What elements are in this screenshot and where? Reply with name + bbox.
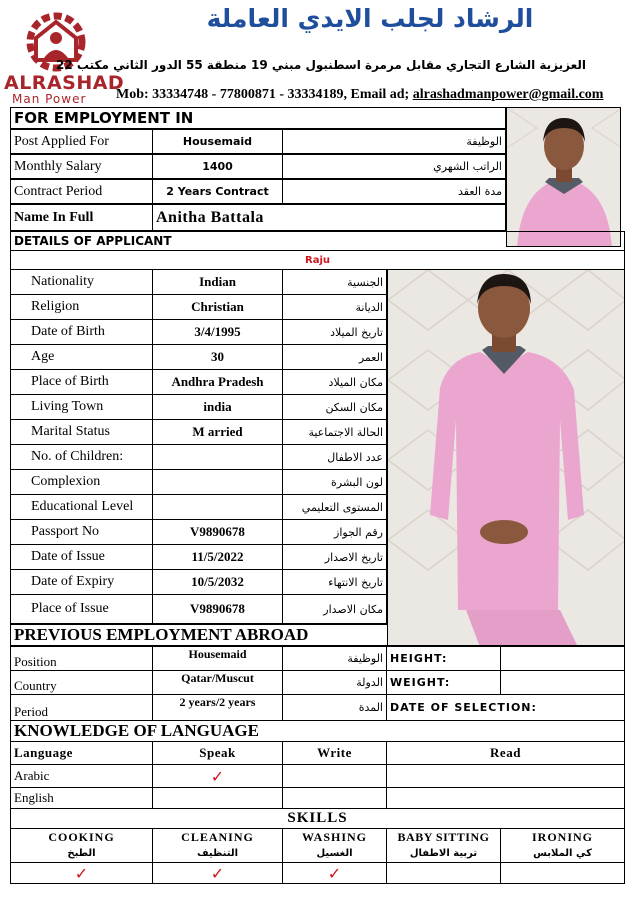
detail-label: Living Town	[10, 394, 153, 420]
employment-label: Monthly Salary	[10, 154, 153, 179]
previous-value: Housemaid	[152, 646, 283, 671]
logo-name: ALRASHAD	[4, 72, 125, 94]
detail-label-ar: تاريخ الانتهاء	[282, 569, 387, 595]
detail-label-ar: تاريخ الميلاد	[282, 319, 387, 345]
detail-value: 3/4/1995	[152, 319, 283, 345]
detail-value: 30	[152, 344, 283, 370]
detail-label: Educational Level	[10, 494, 153, 520]
language-col-header: Read	[386, 741, 625, 765]
detail-value: V9890678	[152, 519, 283, 545]
employment-label: Contract Period	[10, 179, 153, 204]
employment-heading: FOR EMPLOYMENT IN	[10, 107, 506, 129]
previous-heading: PREVIOUS EMPLOYMENT ABROAD	[10, 624, 388, 646]
contact-email[interactable]: alrashadmanpower@gmail.com	[412, 87, 604, 102]
detail-label: Date of Birth	[10, 319, 153, 345]
detail-label-ar: العمر	[282, 344, 387, 370]
name-label: Name In Full	[10, 204, 153, 231]
detail-label-ar: الحالة الاجتماعية	[282, 419, 387, 445]
detail-label-ar: مكان الاصدار	[282, 594, 387, 624]
detail-label-ar: مكان السكن	[282, 394, 387, 420]
language-name: Arabic	[10, 764, 153, 788]
company-title: الرشاد لجلب الايدي العاملة	[206, 4, 534, 33]
language-col-header: Language	[10, 741, 153, 765]
skill-name: BABY SITTING	[386, 828, 501, 846]
employment-value: 2 Years Contract	[152, 179, 283, 204]
detail-label: Nationality	[10, 269, 153, 295]
detail-label: Place of Birth	[10, 369, 153, 395]
previous-value: 2 years/2 years	[152, 694, 283, 721]
previous-value: Qatar/Muscut	[152, 670, 283, 695]
skill-mark	[500, 862, 625, 884]
skill-name-ar: الغسيل	[282, 845, 387, 863]
applicant-photo-full	[387, 269, 625, 646]
employment-label-ar: الراتب الشهري	[282, 154, 506, 179]
check-icon: ✓	[152, 764, 283, 788]
detail-label-ar: لون البشرة	[282, 469, 387, 495]
language-heading: KNOWLEDGE OF LANGUAGE	[10, 720, 625, 742]
skill-name-ar: كي الملابس	[500, 845, 625, 863]
detail-value	[152, 469, 283, 495]
applicant-photo-small	[506, 107, 621, 247]
language-col-header: Speak	[152, 741, 283, 765]
detail-label: Complexion	[10, 469, 153, 495]
contact-line	[116, 87, 636, 103]
employment-value: Housemaid	[152, 129, 283, 154]
detail-value: 11/5/2022	[152, 544, 283, 570]
employment-label-ar: مدة العقد	[282, 179, 506, 204]
detail-label-ar: الجنسية	[282, 269, 387, 295]
weight-value	[500, 670, 625, 695]
check-icon: ✓	[152, 862, 283, 884]
previous-label: Period	[10, 694, 153, 721]
company-address: العزيزية الشارع التجاري مقابل مرمرة اسطنبول مبني 19 منطقة 55 الدور الثاني مكتب 22	[56, 58, 586, 72]
language-write	[282, 787, 387, 809]
detail-label: Age	[10, 344, 153, 370]
detail-label-ar: تاريخ الاصدار	[282, 544, 387, 570]
name-value: Anitha Battala	[152, 204, 506, 231]
skills-heading: SKILLS	[10, 808, 625, 829]
detail-label-ar: رقم الجواز	[282, 519, 387, 545]
skill-name-ar: الطبخ	[10, 845, 153, 863]
detail-label: Date of Issue	[10, 544, 153, 570]
language-write	[282, 764, 387, 788]
detail-label: Date of Expiry	[10, 569, 153, 595]
skill-name: IRONING	[500, 828, 625, 846]
language-speak	[152, 787, 283, 809]
detail-value: 10/5/2032	[152, 569, 283, 595]
detail-value: Indian	[152, 269, 283, 295]
skill-name-ar: تربية الاطفال	[386, 845, 501, 863]
detail-value	[152, 444, 283, 470]
applicant-heading: DETAILS OF APPLICANT	[10, 231, 625, 251]
detail-value: Andhra Pradesh	[152, 369, 283, 395]
detail-label-ar: مكان الميلاد	[282, 369, 387, 395]
detail-label: Place of Issue	[10, 594, 153, 624]
weight-field: WEIGHT:	[386, 670, 501, 695]
detail-label-ar: عدد الاطفال	[282, 444, 387, 470]
employment-label-ar: الوظيفة	[282, 129, 506, 154]
detail-label: Religion	[10, 294, 153, 320]
detail-value	[152, 494, 283, 520]
agent-name: Raju	[10, 250, 625, 270]
skill-name: WASHING	[282, 828, 387, 846]
previous-label-ar: الدولة	[282, 670, 387, 695]
skill-name: COOKING	[10, 828, 153, 846]
language-col-header: Write	[282, 741, 387, 765]
detail-label-ar: المستوى التعليمي	[282, 494, 387, 520]
check-icon: ✓	[10, 862, 153, 884]
language-read	[386, 787, 625, 809]
language-name: English	[10, 787, 153, 809]
previous-label: Position	[10, 646, 153, 671]
selection-date-field: DATE OF SELECTION:	[386, 694, 625, 721]
portrait-image	[507, 108, 621, 247]
skill-name-ar: التنظيف	[152, 845, 283, 863]
detail-label: Passport No	[10, 519, 153, 545]
company-logo	[4, 8, 125, 106]
previous-label: Country	[10, 670, 153, 695]
check-icon: ✓	[282, 862, 387, 884]
language-read	[386, 764, 625, 788]
detail-value: V9890678	[152, 594, 283, 624]
contact-phones: Mob: 33334748 - 77800871 - 33334189, Email ad;	[116, 87, 410, 102]
skill-mark	[386, 862, 501, 884]
previous-label-ar: الوظيفة	[282, 646, 387, 671]
full-body-image	[388, 270, 625, 646]
detail-label: Marital Status	[10, 419, 153, 445]
previous-label-ar: المدة	[282, 694, 387, 721]
employment-value: 1400	[152, 154, 283, 179]
employment-label: Post Applied For	[10, 129, 153, 154]
detail-label-ar: الديانة	[282, 294, 387, 320]
detail-value: M arried	[152, 419, 283, 445]
detail-value: Christian	[152, 294, 283, 320]
detail-value: india	[152, 394, 283, 420]
skill-name: CLEANING	[152, 828, 283, 846]
logo-subtitle: Man Power	[12, 92, 87, 106]
height-field: HEIGHT:	[386, 646, 501, 671]
height-value	[500, 646, 625, 671]
detail-label: No. of Children:	[10, 444, 153, 470]
